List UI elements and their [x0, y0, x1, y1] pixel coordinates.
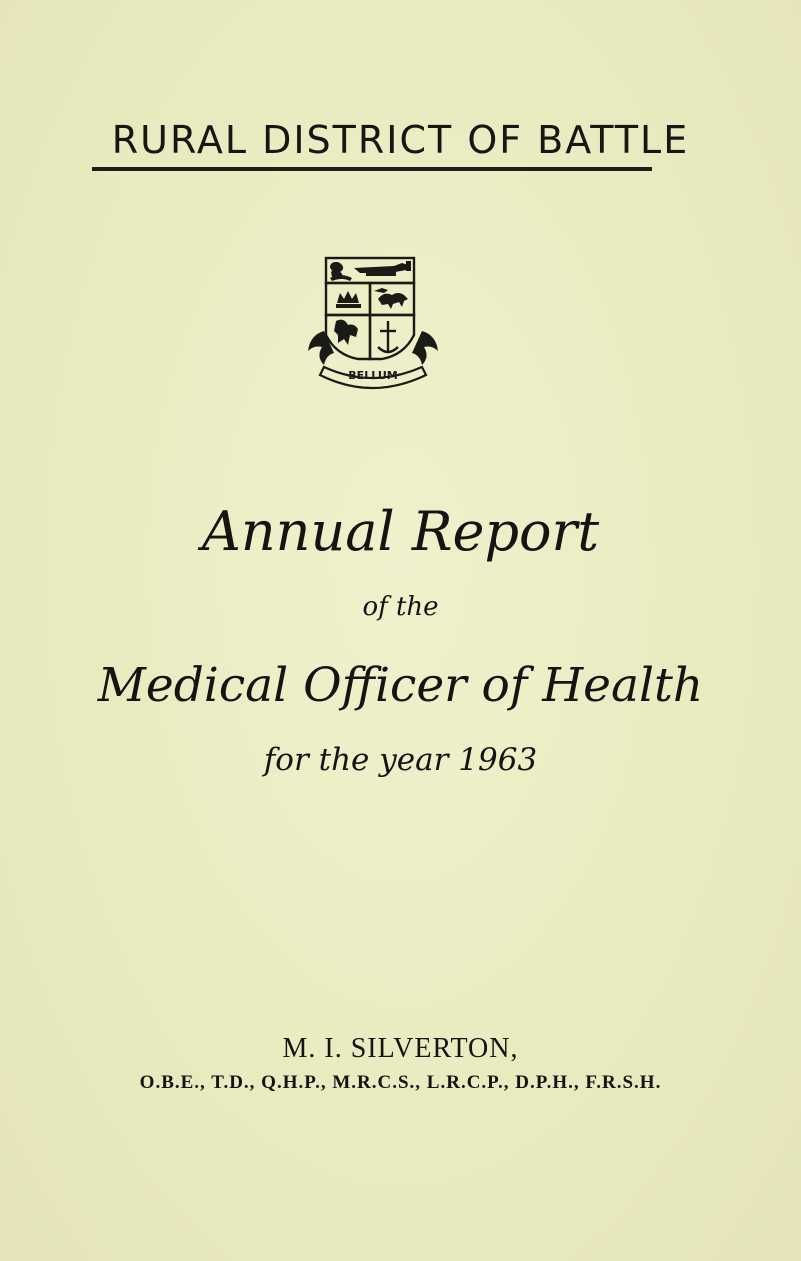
crest-motto: BELLUM — [348, 369, 398, 382]
coat-of-arms-icon — [306, 255, 440, 390]
district-title: RURAL DISTRICT OF BATTLE — [111, 118, 690, 162]
title-underline-rule — [92, 167, 652, 171]
report-subject: Medical Officer of Health — [97, 658, 704, 713]
author-qualifications: O.B.E., T.D., Q.H.P., M.R.C.S., L.R.C.P., D.P.H., F.R.S.H. — [139, 1072, 662, 1093]
report-title-connector: of the — [362, 592, 439, 622]
report-year: for the year 1963 — [263, 742, 538, 778]
author-name: M. I. SILVERTON, — [282, 1033, 519, 1064]
report-title: Annual Report — [201, 500, 600, 563]
